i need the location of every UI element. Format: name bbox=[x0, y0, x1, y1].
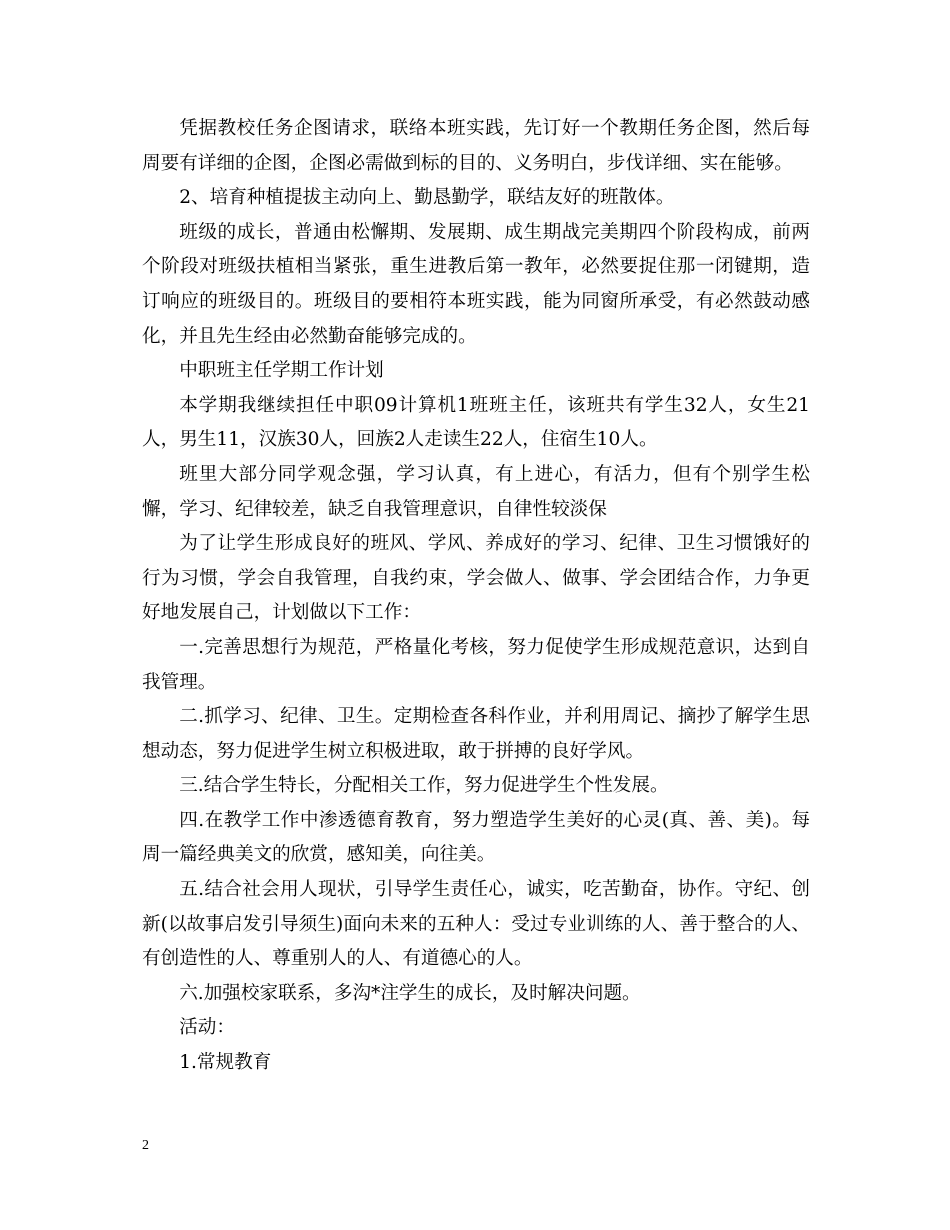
list-item: 一.完善思想行为规范，严格量化考核，努力促使学生形成规范意识，达到自我管理。 bbox=[142, 636, 810, 693]
list-item: 二.抓学习、纪律、卫生。定期检查各科作业，并利用周记、摘抄了解学生思想动态，努力促进学生树立积极进取，敢于拼搏的良好学风。 bbox=[142, 706, 810, 762]
paragraph: 本学期我继续担任中职09计算机1班班主任，该班共有学生32人，女生21人，男生11，汉族30人，回族2人走读生22人，住宿生10人。 bbox=[142, 394, 810, 451]
section-heading: 中职班主任学期工作计划 bbox=[179, 360, 384, 382]
list-item: 四.在教学工作中渗透德育教育，努力塑造学生美好的心灵(真、善、美)。每周一篇经典美文的欣赏，感知美，向往美。 bbox=[142, 809, 810, 866]
paragraph: 活动： bbox=[179, 1017, 235, 1039]
list-item: 五.结合社会用人现状，引导学生责任心，诚实，吃苦勤奋，协作。守纪、创新(以故事启发引导须生)面向未来的五种人：受过专业训练的人、善于整合的人、有创造性的人、尊重别人的人、有道德心的人。 bbox=[142, 879, 810, 970]
paragraph: 班级的成长，普通由松懈期、发展期、成生期战完美期四个阶段构成，前两个阶段对班级扶植相当紧张，重生进教后第一教年，必然要捉住那一闭键期，造订响应的班级目的。班级目的要相符本班实践，能为同窗所承受，有必然鼓动感化，并且先生经由必然勤奋能够完成的。 bbox=[142, 221, 810, 347]
page-number: 2 bbox=[142, 1138, 149, 1153]
list-item: 三.结合学生特长，分配相关工作，努力促进学生个性发展。 bbox=[179, 775, 669, 797]
paragraph: 为了让学生形成良好的班风、学风、养成好的学习、纪律、卫生习惯饿好的行为习惯，学会自我管理，自我约束，学会做人、做事、学会团结合作，力争更好地发展自己，计划做以下工作： bbox=[142, 533, 810, 624]
paragraph: 班里大部分同学观念强，学习认真，有上进心，有活力，但有个别学生松懈，学习、纪律较差，缺乏自我管理意识，自律性较淡保 bbox=[142, 463, 810, 520]
list-item: 六.加强校家联系，多沟*注学生的成长，及时解决问题。 bbox=[179, 982, 641, 1004]
document-body bbox=[142, 112, 810, 1081]
paragraph: 2、培育种植提拔主动向上、勤恳勤学，联结友好的班散体。 bbox=[179, 187, 675, 209]
paragraph: 凭据教校任务企图请求，联络本班实践，先订好一个教期任务企图，然后每周要有详细的企图，企图必需做到标的目的、义务明白，步伐详细、实在能够。 bbox=[142, 118, 810, 174]
list-item: 1.常规教育 bbox=[179, 1052, 272, 1074]
